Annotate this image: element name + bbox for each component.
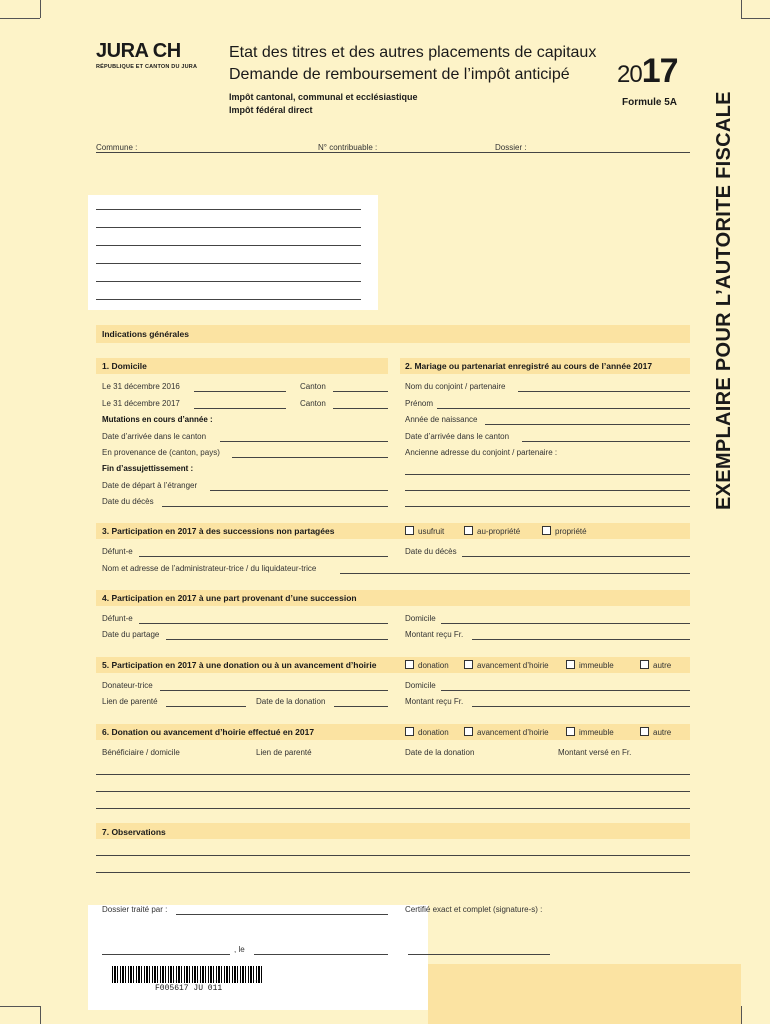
arrivee-field[interactable]	[220, 441, 388, 442]
s6-autre-checkbox[interactable]: autre	[640, 727, 671, 737]
section6-title: 6. Donation ou avancement d’hoirie effectué en 2017	[102, 727, 315, 737]
naissance-field[interactable]	[485, 424, 690, 425]
s5-parente-field[interactable]	[166, 706, 246, 707]
canton-2016-field[interactable]	[333, 391, 388, 392]
traite-par-field[interactable]	[176, 914, 388, 915]
conjoint-arrivee-label: Date d’arrivée dans le canton	[405, 432, 510, 441]
section5-title: 5. Participation en 2017 à une donation ou à un avancement d’hoirie	[102, 660, 377, 670]
s4-defunt-field[interactable]	[139, 623, 388, 624]
s5-immeuble-checkbox[interactable]: immeuble	[566, 660, 614, 670]
observations-line[interactable]	[96, 872, 690, 873]
s3-date-deces-label: Date du décès	[405, 547, 457, 556]
provenance-field[interactable]	[232, 457, 388, 458]
s5-montant-field[interactable]	[472, 706, 690, 707]
crop-mark	[741, 18, 770, 19]
s4-domicile-label: Domicile	[405, 614, 436, 623]
section7-band	[96, 823, 690, 839]
address-line[interactable]	[96, 209, 361, 210]
conjoint-prenom-label: Prénom	[405, 399, 434, 408]
s6-immeuble-checkbox[interactable]: immeuble	[566, 727, 614, 737]
crop-mark	[40, 0, 41, 18]
s6-row-line[interactable]	[96, 774, 690, 775]
ancienne-adresse-label: Ancienne adresse du conjoint / partenaire :	[405, 448, 558, 457]
vertical-banner: EXEMPLAIRE POUR L’AUTORITE FISCALE	[713, 91, 735, 510]
general-title: Indications générales	[102, 329, 189, 339]
section1-title: 1. Domicile	[102, 361, 147, 371]
signature-field[interactable]	[408, 954, 550, 955]
certifie-label: Certifié exact et complet (signature-s) :	[405, 905, 543, 914]
s5-date-donation-label: Date de la donation	[256, 697, 326, 706]
deces-label: Date du décès	[102, 497, 154, 506]
conjoint-nom-label: Nom du conjoint / partenaire	[405, 382, 506, 391]
address-line[interactable]	[96, 281, 361, 282]
form-year: 2017	[617, 52, 678, 90]
form-title-line2: Demande de remboursement de l’impôt anticipé	[229, 66, 570, 83]
deces-field[interactable]	[162, 506, 388, 507]
canton-2016-label: Canton	[300, 382, 326, 391]
s5-donateur-label: Donateur-trice	[102, 681, 153, 690]
checkbox-icon	[464, 727, 473, 736]
s4-defunt-label: Défunt-e	[102, 614, 133, 623]
contribuable-label: N° contribuable :	[318, 143, 378, 152]
s6-parente-label: Lien de parenté	[256, 748, 312, 757]
fin-label: Fin d’assujettissement :	[102, 464, 194, 473]
s3-admin-field[interactable]	[340, 573, 690, 574]
address-line[interactable]	[96, 299, 361, 300]
s5-domicile-label: Domicile	[405, 681, 436, 690]
crop-mark	[0, 18, 40, 19]
address-line[interactable]	[96, 263, 361, 264]
form-subtitle1: Impôt cantonal, communal et ecclésiastique	[229, 92, 418, 102]
domicile-2016-label: Le 31 décembre 2016	[102, 382, 180, 391]
s5-parente-label: Lien de parenté	[102, 697, 158, 706]
crop-mark	[40, 1006, 41, 1024]
usufruit-checkbox[interactable]: usufruit	[405, 526, 444, 536]
address-line[interactable]	[96, 245, 361, 246]
form-subtitle2: Impôt fédéral direct	[229, 105, 313, 115]
section3-title: 3. Participation en 2017 à des successions non partagées	[102, 526, 335, 536]
mutations-label: Mutations en cours d’année :	[102, 415, 213, 424]
signature-box[interactable]	[428, 964, 741, 1024]
footer-white-area	[88, 905, 428, 1010]
s6-row-line[interactable]	[96, 791, 690, 792]
checkbox-icon	[464, 526, 473, 535]
s4-partage-label: Date du partage	[102, 630, 160, 639]
traite-par-label: Dossier traité par :	[102, 905, 168, 914]
depart-field[interactable]	[210, 490, 388, 491]
s4-montant-field[interactable]	[472, 639, 690, 640]
crop-mark	[0, 1006, 40, 1007]
lieu-field[interactable]	[102, 954, 230, 955]
s5-donation-checkbox[interactable]: donation	[405, 660, 449, 670]
naissance-label: Année de naissance	[405, 415, 478, 424]
formule-label: Formule 5A	[622, 97, 678, 108]
s5-montant-label: Montant reçu Fr.	[405, 697, 464, 706]
s6-donation-checkbox[interactable]: donation	[405, 727, 449, 737]
provenance-label: En provenance de (canton, pays)	[102, 448, 220, 457]
address-line[interactable]	[96, 227, 361, 228]
checkbox-icon	[405, 526, 414, 535]
s5-donateur-field[interactable]	[160, 690, 388, 691]
checkbox-icon	[640, 727, 649, 736]
section7-title: 7. Observations	[102, 827, 166, 837]
checkbox-icon	[542, 526, 551, 535]
domicile-2017-label: Le 31 décembre 2017	[102, 399, 180, 408]
propriete-checkbox[interactable]: propriété	[542, 526, 587, 536]
ancienne-adresse-line[interactable]	[405, 490, 690, 491]
s6-montant-label: Montant versé en Fr.	[558, 748, 632, 757]
s5-domicile-field[interactable]	[441, 690, 690, 691]
s6-avancement-checkbox[interactable]: avancement d’hoirie	[464, 727, 549, 737]
logo-subtitle: RÉPUBLIQUE ET CANTON DU JURA	[96, 64, 198, 70]
s6-date-donation-label: Date de la donation	[405, 748, 475, 757]
domicile-2017-field[interactable]	[194, 408, 286, 409]
arrivee-label: Date d’arrivée dans le canton	[102, 432, 207, 441]
s5-avancement-checkbox[interactable]: avancement d’hoirie	[464, 660, 549, 670]
nu-propriete-checkbox[interactable]: au-propriété	[464, 526, 520, 536]
conjoint-prenom-field[interactable]	[437, 408, 690, 409]
form-title-line1: Etat des titres et des autres placements de capitaux	[229, 44, 597, 61]
canton-2017-field[interactable]	[333, 408, 388, 409]
section2-title: 2. Mariage ou partenariat enregistré au cours de l’année 2017	[405, 361, 653, 371]
s5-date-donation-field[interactable]	[334, 706, 388, 707]
s6-row-line[interactable]	[96, 808, 690, 809]
topfields-line[interactable]	[96, 152, 690, 153]
checkbox-icon	[464, 660, 473, 669]
canton-2017-label: Canton	[300, 399, 326, 408]
s3-defunt-label: Défunt-e	[102, 547, 133, 556]
depart-label: Date de départ à l’étranger	[102, 481, 198, 490]
ancienne-adresse-line[interactable]	[405, 474, 690, 475]
ancienne-adresse-line[interactable]	[405, 506, 690, 507]
canton-logo: JURA CH	[96, 40, 181, 62]
s3-date-deces-field[interactable]	[462, 556, 690, 557]
observations-line[interactable]	[96, 855, 690, 856]
address-box	[88, 195, 378, 310]
s4-partage-field[interactable]	[166, 639, 388, 640]
barcode-text: F005617 JU 011	[155, 984, 223, 993]
conjoint-arrivee-field[interactable]	[522, 441, 690, 442]
s4-montant-label: Montant reçu Fr.	[405, 630, 464, 639]
section4-title: 4. Participation en 2017 à une part provenant d’une succession	[102, 593, 357, 603]
barcode	[112, 966, 262, 983]
domicile-2016-field[interactable]	[194, 391, 286, 392]
s4-domicile-field[interactable]	[441, 623, 690, 624]
s5-autre-checkbox[interactable]: autre	[640, 660, 671, 670]
checkbox-icon	[405, 727, 414, 736]
checkbox-icon	[566, 727, 575, 736]
s6-benef-label: Bénéficiaire / domicile	[102, 748, 180, 757]
dossier-label: Dossier :	[495, 143, 527, 152]
checkbox-icon	[640, 660, 649, 669]
date-field[interactable]	[254, 954, 388, 955]
le-label: , le	[234, 945, 245, 954]
commune-label: Commune :	[96, 143, 138, 152]
conjoint-nom-field[interactable]	[518, 391, 690, 392]
s3-defunt-field[interactable]	[139, 556, 388, 557]
crop-mark	[741, 0, 742, 18]
s3-admin-label: Nom et adresse de l’administrateur-trice / du liquidateur-trice	[102, 564, 317, 573]
checkbox-icon	[405, 660, 414, 669]
crop-mark	[741, 1006, 742, 1024]
checkbox-icon	[566, 660, 575, 669]
